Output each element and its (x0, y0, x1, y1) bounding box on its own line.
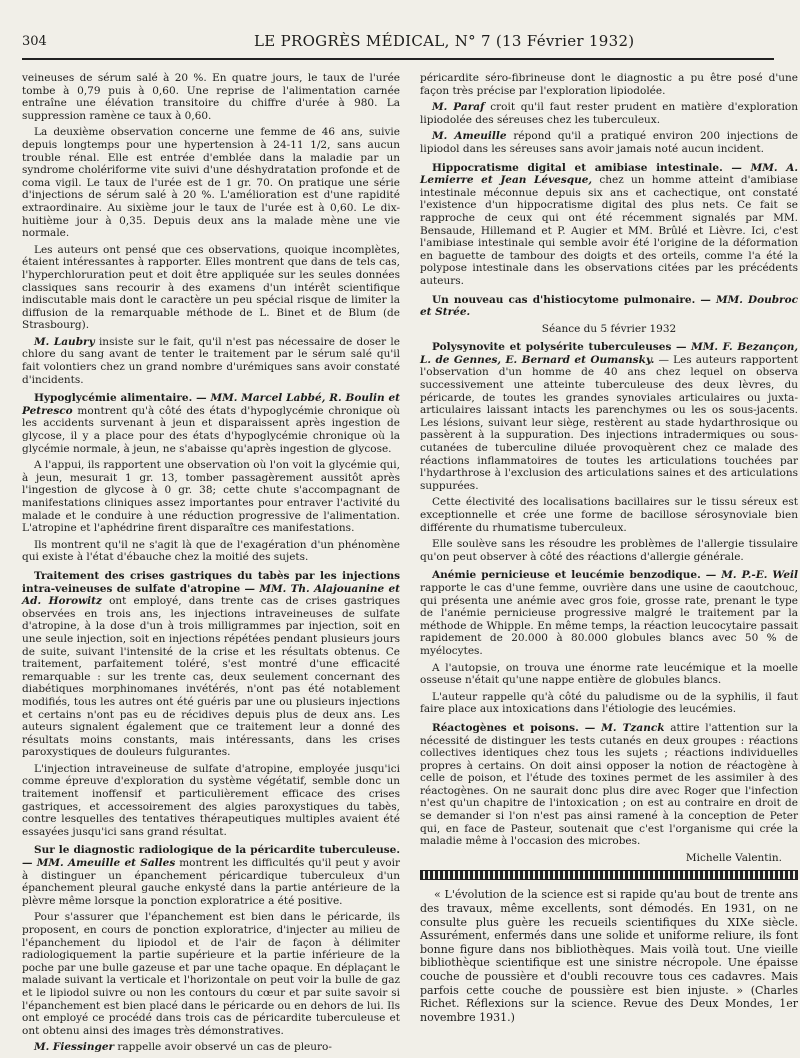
signature: Michelle Valentin. (685, 851, 782, 864)
article-title: Hypoglycémie alimentaire. (34, 392, 193, 405)
article-title: Anémie pernicieuse et leucémie benzodique. (432, 569, 701, 582)
paragraph: L'injection intraveineuse de sulfate d'atropine, employée jusqu'ici comme épreuve d'exploration du système végétatif, semble donc un traitement inoffensif et particulièrement efficace des crises gastriques, et accessoirement des algies paroxystiques du tabès, contre lesquelles des tentatives thérapeutiques multiples avaient été essayées jusqu'ici sans grand résultat. (22, 762, 400, 838)
article-title: Un nouveau cas d'histiocytome pulmonaire. (432, 293, 696, 306)
paragraph: L'auteur rappelle qu'à côté du paludisme ou de la syphilis, il faut faire place aux intoxications dans l'étiologie des leucémies. (420, 690, 798, 716)
right-column (420, 72, 798, 1028)
article-title: Traitement des crises gastriques du tabès par les injections intra-veineuses de sulfate d'atropine (22, 569, 400, 595)
ornamental-divider (420, 870, 798, 880)
paragraph-text: montrent qu'à côté des états d'hypoglycémie chronique où les accidents survenant à jeun et disparaissent après ingestion de glycose, il y a place pour des états d'hypoglycémie chronique où la glycémie normale, à jeun, ne s'abaisse qu'après ingestion de glycose. (22, 404, 400, 455)
paragraph-text: chez un homme atteint d'amibiase intestinale méconnue depuis six ans et cachectique, ont constaté l'existence d'un hippocratisme digital des plus nets. Ce fait se rapproche de ceux qui ont été récemment signalés par MM. Bensaude, Hillemand et P. Augier et MM. Brûlé et Lièvre. Ici, c'est l'amibiase intestinale qui semble avoir été l'origine de la déformation en baguette de tambour des doigts et des orteils, comme l'a été la polypose intestinale dans les observations citées par les précédents auteurs. (420, 174, 798, 287)
article-authors: — MM. F. Bezançon, L. de Gennes, E. Bernard et Oumansky. (420, 341, 798, 366)
page-header (22, 30, 774, 62)
paragraph-text: rappelle avoir observé un cas de pleuro- (114, 1041, 332, 1054)
discussion-paraf (420, 101, 798, 126)
discussion-ameuille (420, 130, 798, 155)
paragraph-text: croit qu'il faut rester prudent en matière d'exploration lipiodolée des séreuses chez les tuberculeux. (420, 101, 799, 126)
discussion-laubry (22, 336, 400, 386)
page-number: 304 (22, 34, 47, 49)
article-polysynovite (420, 341, 798, 492)
paragraph: Cette électivité des localisations bacillaires sur le tissu séreux est exceptionnelle et crée une forme de bacillose sérosynoviale bien différente du rhumatisme tuberculeux. (420, 496, 798, 534)
article-authors: — MM. Ameuille et Salles (22, 857, 176, 870)
article-anemie (420, 569, 798, 657)
article-authors: — MM. Marcel Labbé, R. Boulin et Petresco (22, 392, 400, 417)
article-title: Réactogènes et poisons. (432, 721, 579, 734)
article-pericardite (22, 844, 400, 907)
left-column (22, 72, 400, 1058)
author-name: M. Fiessinger (34, 1041, 115, 1054)
article-title: Polysynovite et polysérite tuberculeuses (432, 341, 672, 354)
article-title: Hippocratisme digital et amibiase intestinale. (432, 161, 723, 174)
session-date: Séance du 5 février 1932 (541, 322, 677, 335)
article-authors: — MM. Th. Alajouanine et Ad. Horowitz (22, 582, 400, 608)
article-authors: — M. Tzanck (578, 721, 665, 734)
author-name: M. Paraf (432, 101, 485, 114)
article-title: Sur le diagnostic radiologique de la péricardite tuberculeuse. (34, 844, 400, 857)
article-histiocytome (420, 294, 798, 319)
paragraph: A l'autopsie, on trouva une énorme rate leucémique et la moelle osseuse n'était qu'une nappe entière de globules blancs. (420, 661, 798, 687)
journal-title: LE PROGRÈS MÉDICAL, N° 7 (13 Février 1932) (254, 32, 635, 50)
article-authors: — M. P.-E. Weil (700, 569, 799, 582)
paragraph: Elle soulève sans les résoudre les problèmes de l'allergie tissulaire qu'on peut observer à côté des réactions d'allergie générale. (420, 538, 798, 563)
paragraph-text: rapporte le cas d'une femme, ouvrière dans une usine de caoutchouc, qui présenta une anémie avec gros foie, grosse rate, prenant le type de l'anémie pernicieuse progressive malgré le traitement par la méthode de Whipple. En même temps, la réaction leucocytaire passait rapidement de 20.000 à 80.000 globules blancs avec 50 % de myélocytes. (420, 581, 798, 657)
paragraph-text: montrent les difficultés qu'il peut y avoir à distinguer un épanchement péricardique tuberculeux d'un épanchement pleural gauche enkysté dans la partie antérieure de la plèvre même lorsque la ponction exploratrice a été positive. (22, 857, 400, 907)
paragraph-text: — Les auteurs rapportent l'observation d'un homme de 40 ans chez lequel on observa successivement une atteinte tuberculeuse des deux lèvres, du péricarde, de toutes les grandes synoviales articulaires ou juxta-articulaires laissant intacts les parenchymes ou les os sous-jacents. Les lésions, suivant leur siège, restèrent au stade hydarthrosique ou passèrent à la suppuration. Des injections intradermiques ou sous-cutanées de tuberculine diluée provoquèrent chez ce malade des réactions inflammatoires de toutes les articulations touchées par l'hydarthrose à l'exclusion des articulations saines et des articulations suppurées. (420, 353, 798, 492)
paragraph: La deuxième observation concerne une femme de 46 ans, suivie depuis longtemps pour une hypertension à 24-11 1/2, sans aucun trouble rénal. Elle est entrée d'emblée dans la maladie par un syndrome cholériforme vite suivi d'une déshydratation profonde et de coma vigil. Le taux de l'urée est de 1 gr. 70. On pratique une série d'injections de sérum salé à 20 %. L'amélioration est d'une rapidité extraordinaire. Au sixième jour le taux de l'urée est à 0,60. Le dix-huitième jour à 0,35. Depuis deux ans la malade mène une vie normale. (22, 126, 400, 240)
paragraph: Ils montrent qu'il ne s'agit là que de l'exagération d'un phénomène qui existe à l'état d'ébauche chez la moitié des sujets. (22, 538, 400, 564)
quote-text: « L'évolution de la science est si rapide qu'au bout de trente ans des travaux, même excellents, sont démodés. En 1931, on ne consulte plus guère les recueils scientifiques du XIXe siècle. Assurément, enfermés dans une solide et uniforme reliure, ils font bonne figure dans nos bibliothèques. Mais voilà tout. Une vieille bibliothèque scientifique est une sinistre nécropole. Une épaisse couche de poussière et d'oubli recouvre tous ces cadavres. Mais parfois cette couche de poussière est bien injuste. » (Charles Richet. Réflexions sur la science. Revue des Deux Mondes, 1er novembre 1931.) (420, 888, 798, 1024)
author-name: M. Laubry (34, 335, 95, 348)
paragraph-text: insiste sur le fait, qu'il n'est pas nécessaire de doser le chlore du sang avant de tenter le traitement par le sérum salé qu'il fait volontiers chez un grand nombre d'urémiques sans avoir constaté d'incidents. (22, 335, 400, 386)
discussion-fiessinger (22, 1041, 400, 1054)
author-name: M. Ameuille (432, 130, 507, 143)
paragraph: péricardite séro-fibrineuse dont le diagnostic a pu être posé d'une façon très précise par l'exploration lipiodolée. (420, 72, 798, 97)
paragraph: A l'appui, ils rapportent une observation où l'on voit la glycémie qui, à jeun, mesurait 1 gr. 13, tomber passagèrement aussitôt après l'ingestion de glycose à 0 gr. 38; cette chute s'accompagnant de manifestations cliniques assez importantes pour entraver l'activité du malade et le conduire à une réduction progressive de l'alimentation. L'atropine et l'aphédrine firent disparaître ces manifestations. (22, 459, 400, 535)
paragraph-text: répond qu'il a pratiqué environ 200 injections de lipiodol dans les séreuses sans avoir jamais noté aucun incident. (420, 130, 799, 155)
paragraph-text: attire l'attention sur la nécessité de distinguer les tests cutanés en deux groupes : réactions collectives identiques chez tous les sujets ; réactions individuelles propres à certains. On doit ainsi opposer la notion de réactogène à celle de poison, et l'étude des toxines permet de les assimiler à des réactogènes. On ne saurait donc plus dire avec Roger que l'infection n'est qu'un chapitre de l'intoxication ; on est au contraire en droit de se demander si l'on n'est pas ainsi ramené à la conception de Peter qui, en face de Pasteur, soutenait que c'est l'organisme qui crée la maladie même à l'occasion des microbes. (420, 721, 798, 848)
paragraph: Pour s'assurer que l'épanchement est bien dans le péricarde, ils proposent, en cours de ponction exploratrice, d'injecter au milieu de l'épanchement du lipiodol et de l'air de façon à délimiter radiologiquement la partie supérieure et la partie inférieure de la poche par une bulle gazeuse et par une tache opaque. En déplaçant le malade suivant la verticale et l'horizontale on peut voir la bulle de gaz et le lipiodol suivre ou non les contours du cœur et par suite savoir si l'épanchement est bien placé dans le péricarde ou en dehors de lui. Ils ont employé ce procédé dans trois cas de péricardite tuberculeuse et ont obtenu ainsi des images très démonstratives. (22, 911, 400, 1037)
paragraph: veineuses de sérum salé à 20 %. En quatre jours, le taux de l'urée tombe à 0,79 puis à 0,60. Une reprise de l'alimentation carnée entraîne une élévation transitoire du chiffre d'urée à 980. La suppression ramène ce taux à 0,60. (22, 72, 400, 122)
article-hypoglycemie (22, 392, 400, 455)
paragraph: Les auteurs ont pensé que ces observations, quoique incomplètes, étaient intéressantes à rapporter. Elles montrent que dans de tels cas, l'hyperchloruration peut et doit être appliquée sur les seules données classiques sans recourir à des examens d'un intérêt scientifique indiscutable mais dont le caractère un peu spécial risque de limiter la diffusion de la remarquable méthode de L. Binet et de Blum (de Strasbourg). (22, 243, 400, 332)
quote-block (420, 888, 798, 1024)
article-hippocratisme (420, 162, 798, 288)
article-authors: — MM. Doubroc et Strée. (420, 293, 798, 319)
header-rule (22, 58, 774, 60)
article-tabes (22, 570, 400, 759)
article-reactogenes (420, 722, 798, 848)
paragraph-text: ont employé, dans trente cas de crises gastriques observées en trois ans, les injections intraveineuses de sulfate d'atropine, à la dose d'un à trois milligrammes par injection, soit en une seule injection, soit en injections répétées pendant plusieurs jours de suite, suivant l'intensité de la crise et les résultats obtenus. Ce traitement, parfaitement toléré, s'est montré d'une efficacité remarquable : sur les trente cas, deux seulement concernant des diabétiques morphinomanes invétérés, n'ont pas été notablement modifiés, tous les autres ont été guéris par une ou plusieurs injections et certains n'ont pas eu de récidives depuis plus de deux ans. Les auteurs signalent également que ce traitement leur a donné des résultats moins constants, mais intéressants, dans les crises paroxystiques de douleurs fulgurantes. (22, 595, 401, 759)
article-authors: — MM. A. Lemierre et Jean Lévesque, (420, 161, 798, 187)
